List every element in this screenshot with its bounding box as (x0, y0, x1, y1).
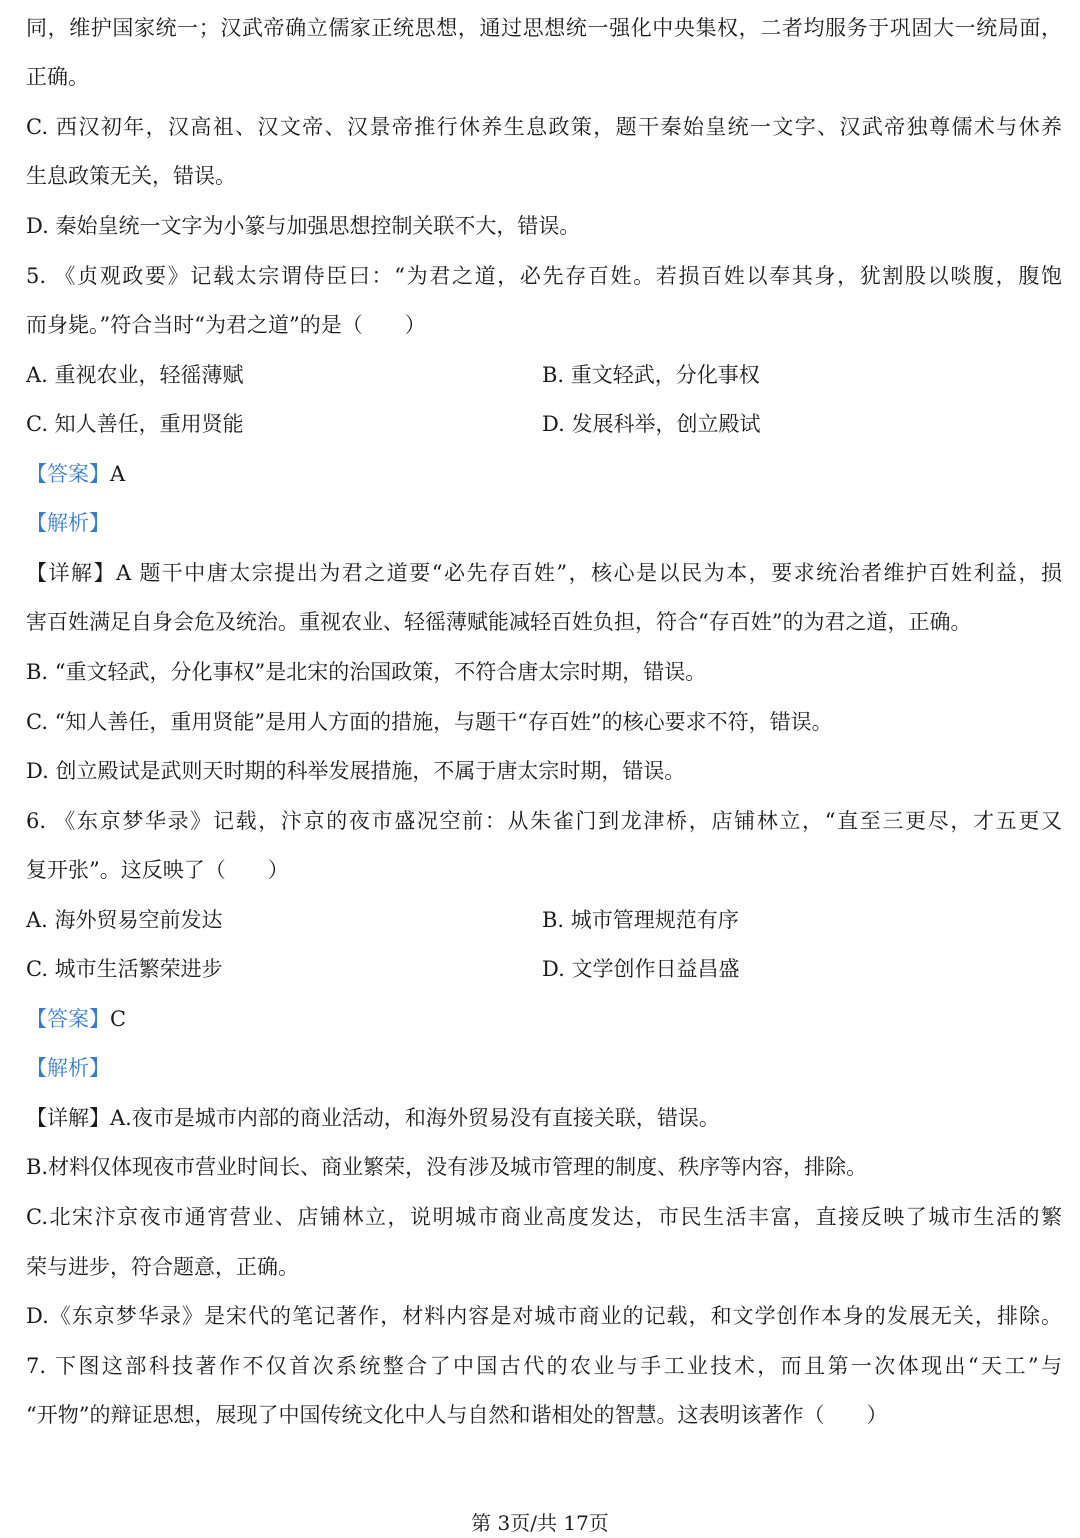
detail-line: 害百姓满足自身会危及统治。重视农业、轻徭薄赋能减轻百姓负担，符合“存百姓”的为君之道，正确。 (26, 610, 972, 634)
detail-line: B. “重文轻武，分化事权”是北宋的治国政策，不符合唐太宗时期，错误。 (26, 660, 707, 684)
option-b: B. 城市管理规范有序 (542, 908, 739, 932)
question-5-stem: 而身毙。”符合当时“为君之道”的是（ ） (26, 313, 426, 337)
detail-tag: 【详解】 (26, 561, 116, 585)
detail-text: A.夜市是城市内部的商业活动，和海外贸易没有直接关联，错误。 (110, 1106, 720, 1130)
option-a: A. 重视农业，轻徭薄赋 (26, 363, 244, 387)
answer-value: A (110, 462, 126, 486)
question-7-stem: 7. 下图这部科技著作不仅首次系统整合了中国古代的农业与手工业技术，而且第一次体现出“天工”与 (26, 1354, 1062, 1378)
text-line: 同，维护国家统一；汉武帝确立儒家正统思想，通过思想统一强化中央集权，二者均服务于巩固大一统局面， (26, 16, 1062, 40)
detail-line: C. “知人善任，重用贤能”是用人方面的措施，与题干“存百姓”的核心要求不符，错误。 (26, 710, 833, 734)
detail-line (26, 558, 1062, 588)
question-6-stem: 6. 《东京梦华录》记载，汴京的夜市盛况空前：从朱雀门到龙津桥，店铺林立，“直至三更尽，才五更又 (26, 809, 1062, 833)
detail-text: A 题干中唐太宗提出为君之道要“必先存百姓”，核心是以民为本，要求统治者维护百姓利益，损 (115, 561, 1063, 585)
detail-line: C.北宋汴京夜市通宵营业、店铺林立，说明城市商业高度发达，市民生活丰富，直接反映了城市生活的繁 (26, 1205, 1062, 1229)
option-a: A. 海外贸易空前发达 (26, 908, 223, 932)
answer-line (26, 1004, 1062, 1034)
question-7-stem: “开物”的辩证思想，展现了中国传统文化中人与自然和谐相处的智慧。这表明该著作（ ） (26, 1403, 888, 1427)
answer-value: C (110, 1007, 127, 1031)
detail-line: 荣与进步，符合题意，正确。 (26, 1255, 299, 1279)
option-b: B. 重文轻武，分化事权 (542, 363, 760, 387)
text-line: 生息政策无关，错误。 (26, 164, 236, 188)
detail-tag: 【详解】 (26, 1106, 110, 1130)
page-footer: 第 3页/共 17页 (471, 1511, 609, 1535)
option-c: C. 城市生活繁荣进步 (26, 957, 223, 981)
text-line: D. 秦始皇统一文字为小篆与加强思想控制关联不大，错误。 (26, 214, 581, 238)
answer-line (26, 459, 1062, 489)
option-c: C. 知人善任，重用贤能 (26, 412, 244, 436)
detail-line (26, 1103, 1062, 1133)
option-d: D. 发展科举，创立殿试 (542, 412, 761, 436)
detail-line: D. 创立殿试是武则天时期的科举发展措施，不属于唐太宗时期，错误。 (26, 759, 686, 783)
answer-tag: 【答案】 (26, 1007, 110, 1031)
option-d: D. 文学创作日益昌盛 (542, 957, 740, 981)
analysis-tag: 【解析】 (26, 511, 110, 535)
detail-line: B.材料仅体现夜市营业时间长、商业繁荣，没有涉及城市管理的制度、秩序等内容，排除。 (26, 1155, 868, 1179)
question-6-stem: 复开张”。这反映了（ ） (26, 858, 289, 882)
question-5-stem: 5. 《贞观政要》记载太宗谓侍臣曰：“为君之道，必先存百姓。若损百姓以奉其身，犹割股以啖腹，腹饱 (26, 264, 1062, 288)
analysis-tag: 【解析】 (26, 1056, 110, 1080)
answer-tag: 【答案】 (26, 462, 110, 486)
text-line: C. 西汉初年，汉高祖、汉文帝、汉景帝推行休养生息政策，题干秦始皇统一文字、汉武帝独尊儒术与休养 (26, 115, 1062, 139)
text-line: 正确。 (26, 65, 89, 89)
detail-line: D.《东京梦华录》是宋代的笔记著作，材料内容是对城市商业的记载，和文学创作本身的发展无关，排除。 (26, 1304, 1062, 1328)
